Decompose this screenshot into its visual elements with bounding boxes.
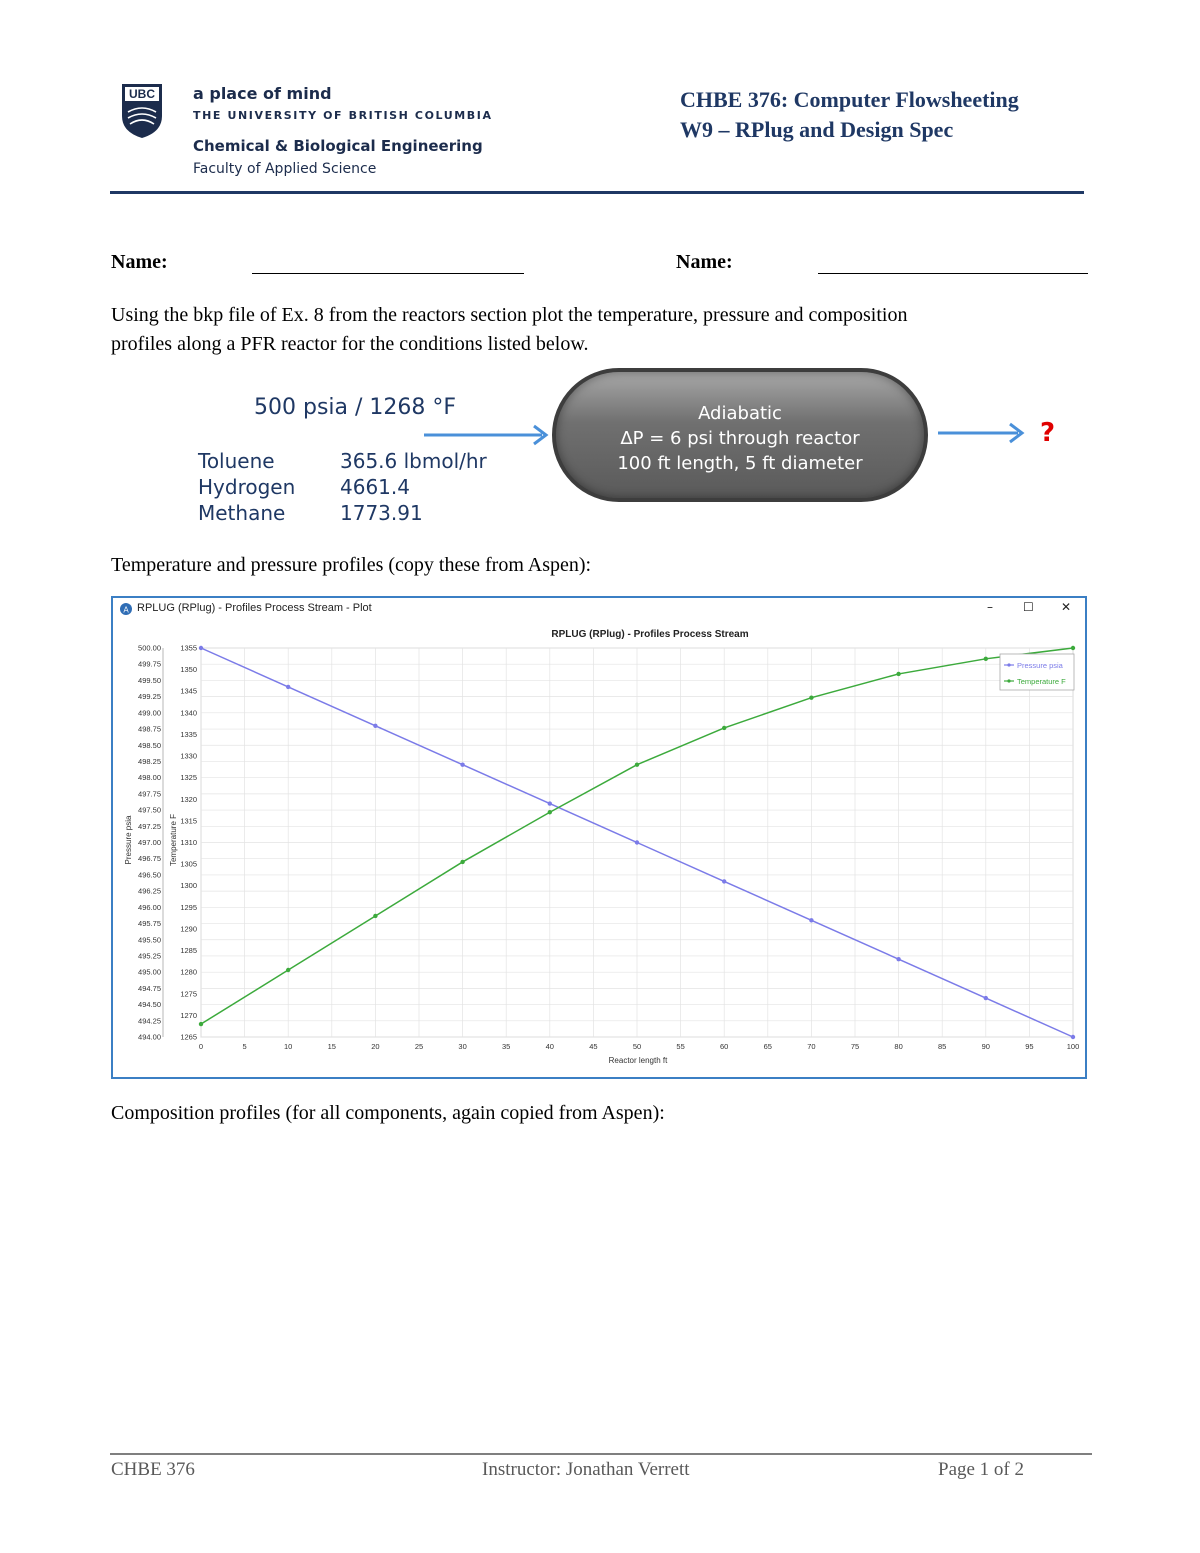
component-name: Methane: [198, 501, 286, 525]
svg-text:A: A: [123, 605, 129, 615]
data-point: [984, 657, 988, 661]
y-right-tick-label: 1355: [180, 643, 197, 653]
y-left-tick-label: 495.25: [138, 951, 161, 961]
y-right-tick-label: 1320: [180, 794, 197, 804]
y-left-tick-label: 495.00: [138, 967, 161, 977]
chart-legend: [1000, 654, 1074, 690]
component-value: 4661.4: [340, 475, 410, 499]
right-axis-ticks: [180, 644, 197, 1042]
y-right-label: Temperature F: [169, 813, 178, 867]
y-left-label: Pressure psia: [124, 815, 133, 865]
brand-tagline: a place of mind: [193, 84, 332, 103]
x-tick-label: 85: [938, 1042, 947, 1051]
data-point: [199, 646, 203, 650]
x-tick-label: 40: [545, 1042, 554, 1051]
legend-marker-pressure: [1007, 663, 1010, 666]
data-point: [373, 724, 377, 728]
data-point: [984, 996, 988, 1000]
brand-department: Chemical & Biological Engineering: [193, 137, 483, 155]
logo-text: UBC: [129, 87, 155, 101]
y-right-tick-label: 1325: [180, 773, 197, 783]
course-title-line1: CHBE 376: Computer Flowsheeting: [680, 87, 1019, 112]
header-rule: [110, 191, 1084, 194]
x-tick-label: 55: [676, 1042, 685, 1051]
x-tick-label: 20: [371, 1042, 380, 1051]
data-point: [809, 696, 813, 700]
y-left-tick-label: 495.75: [138, 919, 161, 929]
component-value: 365.6 lbmol/hr: [340, 449, 487, 473]
data-point: [1071, 646, 1075, 650]
data-point: [548, 810, 552, 814]
y-right-tick-label: 1315: [180, 816, 197, 826]
y-right-tick-label: 1350: [180, 665, 197, 675]
y-left-tick-label: 494.25: [138, 1016, 161, 1026]
y-left-tick-label: 497.75: [138, 789, 161, 799]
legend-marker-temperature: [1007, 679, 1010, 682]
y-right-tick-label: 1335: [180, 729, 197, 739]
course-title: [680, 85, 1019, 145]
plot-window: [111, 596, 1087, 1079]
x-tick-label: 25: [414, 1042, 424, 1051]
window-title: RPLUG (RPlug) - Profiles Process Stream - Plot: [137, 602, 372, 614]
x-tick-label: 90: [981, 1042, 990, 1051]
x-tick-label: 10: [284, 1042, 293, 1051]
y-right-tick-label: 1300: [180, 881, 197, 891]
feed-conditions: 500 psia / 1268 °F: [254, 395, 457, 420]
data-point: [896, 672, 900, 676]
y-left-tick-label: 497.00: [138, 838, 161, 847]
data-point: [809, 918, 813, 922]
data-point: [722, 726, 726, 730]
legend-label-temperature: Temperature F: [1017, 677, 1066, 686]
inlet-arrow: [420, 422, 555, 448]
x-tick-label: 30: [458, 1042, 467, 1051]
y-left-tick-label: 496.75: [138, 854, 161, 864]
y-right-tick-label: 1345: [180, 686, 197, 696]
reactor-line3: 100 ft length, 5 ft diameter: [617, 453, 863, 474]
reactor-line2: ΔP = 6 psi through reactor: [620, 428, 860, 449]
y-left-tick-label: 498.00: [138, 773, 161, 783]
y-right-tick-label: 1275: [180, 989, 197, 999]
name-field-1[interactable]: [252, 273, 524, 274]
x-tick-label: 70: [807, 1042, 816, 1051]
name-field-2[interactable]: [818, 273, 1088, 274]
y-left-tick-label: 495.50: [138, 935, 161, 945]
x-tick-label: 95: [1025, 1042, 1034, 1051]
data-point: [286, 685, 290, 689]
footer-rule: [110, 1453, 1092, 1455]
y-right-tick-label: 1340: [180, 708, 197, 718]
instructions: [111, 301, 1071, 359]
y-left-tick-label: 500.00: [138, 643, 161, 653]
x-tick-label: 75: [850, 1042, 860, 1051]
data-point: [460, 860, 464, 864]
y-right-tick-label: 1305: [180, 859, 197, 869]
y-left-tick-label: 499.75: [138, 659, 161, 669]
y-right-tick-label: 1295: [180, 902, 197, 912]
y-right-tick-label: 1280: [180, 967, 197, 977]
y-left-tick-label: 498.50: [138, 740, 161, 750]
x-axis-label: Reactor length ft: [608, 1056, 668, 1065]
name-label-1: Name:: [111, 251, 168, 273]
y-left-tick-label: 494.75: [138, 983, 161, 993]
y-left-tick-label: 494.00: [138, 1032, 161, 1042]
data-point: [199, 1022, 203, 1026]
x-tick-label: 60: [720, 1042, 729, 1051]
component-name: Toluene: [198, 449, 275, 473]
y-left-tick-label: 496.00: [138, 902, 161, 912]
brand-faculty: Faculty of Applied Science: [193, 161, 377, 177]
y-left-tick-label: 498.25: [138, 756, 161, 766]
footer-page: Page 1 of 2: [938, 1459, 1025, 1480]
footer-instructor: Instructor: Jonathan Verrett: [482, 1459, 690, 1480]
y-right-tick-label: 1285: [180, 946, 197, 956]
data-point: [460, 763, 464, 767]
reactor-line1: Adiabatic: [698, 403, 782, 424]
y-left-tick-label: 498.75: [138, 724, 161, 734]
x-tick-label: 50: [632, 1042, 642, 1051]
reactor-pfr: [552, 368, 928, 502]
feed-components: [198, 448, 487, 526]
data-point: [1071, 1035, 1075, 1039]
data-point: [286, 968, 290, 972]
y-left-tick-label: 499.25: [138, 692, 161, 702]
component-name: Hydrogen: [198, 475, 296, 499]
x-axis-ticks: [199, 1042, 1079, 1051]
profile-chart: [113, 620, 1085, 1077]
y-right-tick-label: 1270: [180, 1010, 197, 1020]
component-row: [198, 448, 487, 474]
instructions-line1: Using the bkp file of Ex. 8 from the reactors section plot the temperature, pressure and composition: [111, 304, 908, 326]
component-row: [198, 500, 487, 526]
maximize-button[interactable]: ☐: [1023, 600, 1034, 614]
x-tick-label: 80: [894, 1042, 903, 1051]
caption-composition: Composition profiles (for all components, again copied from Aspen):: [111, 1102, 665, 1124]
component-row: [198, 474, 487, 500]
x-tick-label: 0: [198, 1042, 204, 1051]
y-right-tick-label: 1310: [180, 838, 197, 847]
y-right-tick-label: 1330: [180, 751, 197, 761]
legend-label-pressure: Pressure psia: [1017, 661, 1063, 670]
outlet-unknown: ?: [1040, 418, 1056, 448]
x-tick-label: 15: [327, 1042, 336, 1051]
y-left-tick-label: 496.50: [138, 870, 161, 880]
aspen-app-icon: [119, 602, 133, 621]
caption-temp-pressure: Temperature and pressure profiles (copy these from Aspen):: [111, 554, 592, 576]
left-axis-ticks: [138, 644, 163, 1042]
x-tick-label: 100: [1066, 1042, 1080, 1051]
outlet-arrow: [934, 420, 1030, 446]
instructions-line2: profiles along a PFR reactor for the conditions listed below.: [111, 333, 589, 355]
y-left-tick-label: 499.00: [138, 708, 161, 718]
y-left-tick-label: 496.25: [138, 886, 161, 896]
minimize-button[interactable]: –: [987, 600, 993, 614]
course-title-line2: W9 – RPlug and Design Spec: [680, 117, 954, 142]
y-left-tick-label: 497.50: [138, 805, 161, 815]
y-left-tick-label: 499.50: [138, 675, 161, 685]
data-point: [896, 957, 900, 961]
data-point: [548, 801, 552, 805]
y-right-tick-label: 1265: [180, 1032, 197, 1042]
x-tick-label: 5: [242, 1042, 247, 1051]
name-label-2: Name:: [676, 251, 733, 273]
ubc-logo: [120, 82, 164, 140]
data-point: [635, 763, 639, 767]
close-button[interactable]: ✕: [1061, 600, 1072, 614]
y-left-tick-label: 497.25: [138, 821, 161, 831]
x-tick-label: 45: [589, 1042, 598, 1051]
y-right-tick-label: 1290: [180, 924, 197, 934]
footer-course: CHBE 376: [111, 1459, 195, 1480]
data-point: [373, 914, 377, 918]
data-point: [722, 879, 726, 883]
x-tick-label: 65: [763, 1042, 772, 1051]
brand-university: THE UNIVERSITY OF BRITISH COLUMBIA: [193, 109, 493, 122]
chart-title: RPLUG (RPlug) - Profiles Process Stream: [551, 629, 749, 640]
x-tick-label: 35: [502, 1042, 511, 1051]
component-value: 1773.91: [340, 501, 423, 525]
data-point: [635, 840, 639, 844]
y-left-tick-label: 494.50: [138, 1000, 161, 1010]
